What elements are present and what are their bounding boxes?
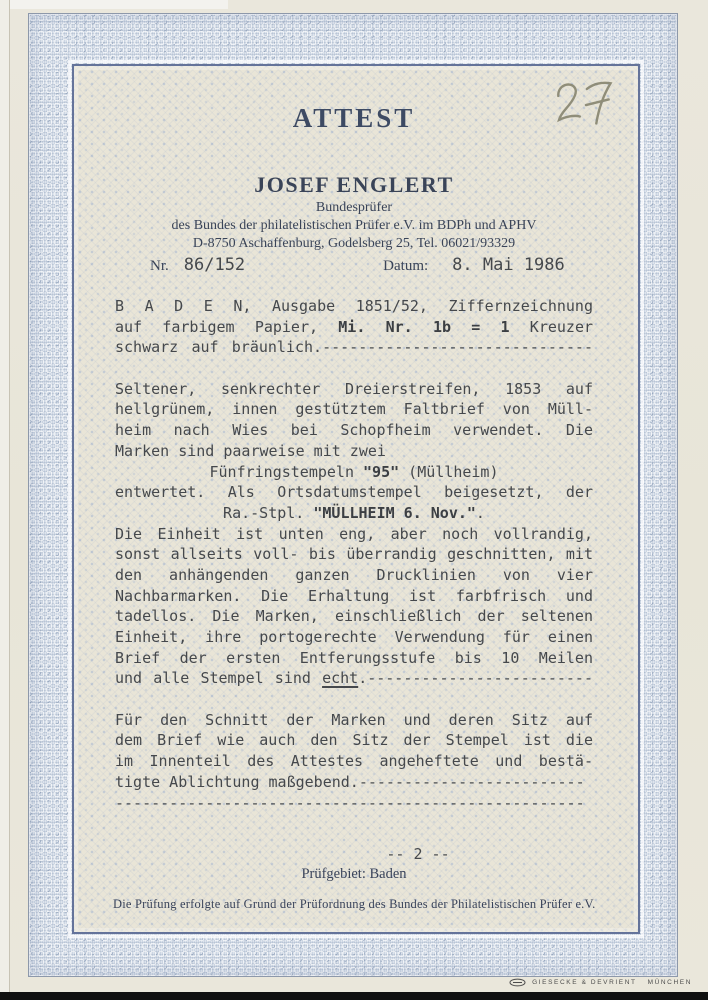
body-line: Brief der ersten Entferungsstufe bis 10 Meilen (115, 648, 593, 667)
body-line: sonst allseits voll- bis überrandig geschnitten, mit (115, 545, 593, 564)
body-line: B A D E N, Ausgabe 1851/52, Ziffernzeichnung (115, 297, 593, 315)
body-line: tigte Ablichtung maßgebend.------------------------- (115, 772, 585, 791)
pruefgebiet-line: Prüfgebiet: Baden (301, 866, 407, 882)
body-line: Seltener, senkrechter Dreierstreifen, 1853 auf (115, 379, 593, 398)
examiner-address: D-8750 Aschaffenburg, Godelsberg 25, Tel. 06021/93329 (192, 236, 516, 251)
body-line: im Innenteil des Attestes angeheftete und bestä- (115, 752, 593, 771)
printer-imprint (509, 978, 692, 987)
page-number-marker: -- 2 -- (386, 845, 450, 863)
body-line: Die Einheit ist unten eng, aber noch vollrandig, (115, 524, 593, 543)
body-line: entwertet. Als Ortsdatumstempel beigesetzt, der (115, 483, 593, 502)
body-line (115, 358, 593, 379)
body-line: tadellos. Die Marken, einschließlich der seltenen (115, 607, 593, 626)
examiner-name: JOSEF ENGLERT (254, 172, 454, 197)
handwritten-number-annotation (547, 69, 627, 140)
gd-printer-logo-icon (509, 978, 526, 987)
body-line: heim nach Wies bei Schopfheim verwendet. Die (115, 421, 593, 440)
body-line: ---------------------------------------------------- (115, 793, 585, 812)
certificate-number-value: 86/152 (183, 255, 246, 275)
document-title: ATTEST (292, 103, 416, 133)
date-label: Datum: (383, 258, 429, 274)
body-line (115, 689, 593, 710)
body-line: schwarz auf bräunlich.------------------------------ (115, 338, 593, 357)
certificate-number-label: Nr. (150, 258, 169, 274)
body-line: Für den Schnitt der Marken und deren Sitz auf (115, 710, 593, 729)
examiner-association: des Bundes der philatelistischen Prüfer e.V. im BDPh und APHV (171, 218, 537, 233)
printer-city: MÜNCHEN (647, 979, 692, 986)
body-line: hellgrünem, innen gestütztem Faltbrief von Müll- (115, 400, 593, 419)
body-line: Marken sind paarweise mit zwei (115, 441, 386, 460)
body-line: und alle Stempel sind echt.------------------------- (115, 669, 593, 688)
body-line: Ra.-Stpl. "MÜLLHEIM 6. Nov.". (223, 503, 485, 522)
body-line: auf farbigem Papier, Mi. Nr. 1b = 1 Kreuzer (115, 317, 593, 336)
printer-name: GIESECKE & DEVRIENT (532, 979, 637, 986)
body-line: dem Brief wie auch den Sitz der Stempel ist die (115, 731, 593, 750)
date-value: 8. Mai 1986 (452, 255, 565, 275)
legal-note: Die Prüfung erfolgte auf Grund der Prüfordnung des Bundes der Philatelistischen Prüfer e.V. (113, 897, 596, 911)
body-text (115, 296, 593, 813)
certificate-meta-row (150, 255, 628, 275)
body-line: den anhängenden ganzen Drucklinien von vier (115, 565, 593, 584)
body-line: Einheit, ihre portogerechte Verwendung für einen (115, 628, 593, 646)
body-line: Fünfringstempeln "95" (Müllheim) (209, 462, 499, 481)
body-line: Nachbarmarken. Die Erhaltung ist farbfrisch und (115, 586, 593, 605)
examiner-role: Bundesprüfer (315, 200, 393, 215)
